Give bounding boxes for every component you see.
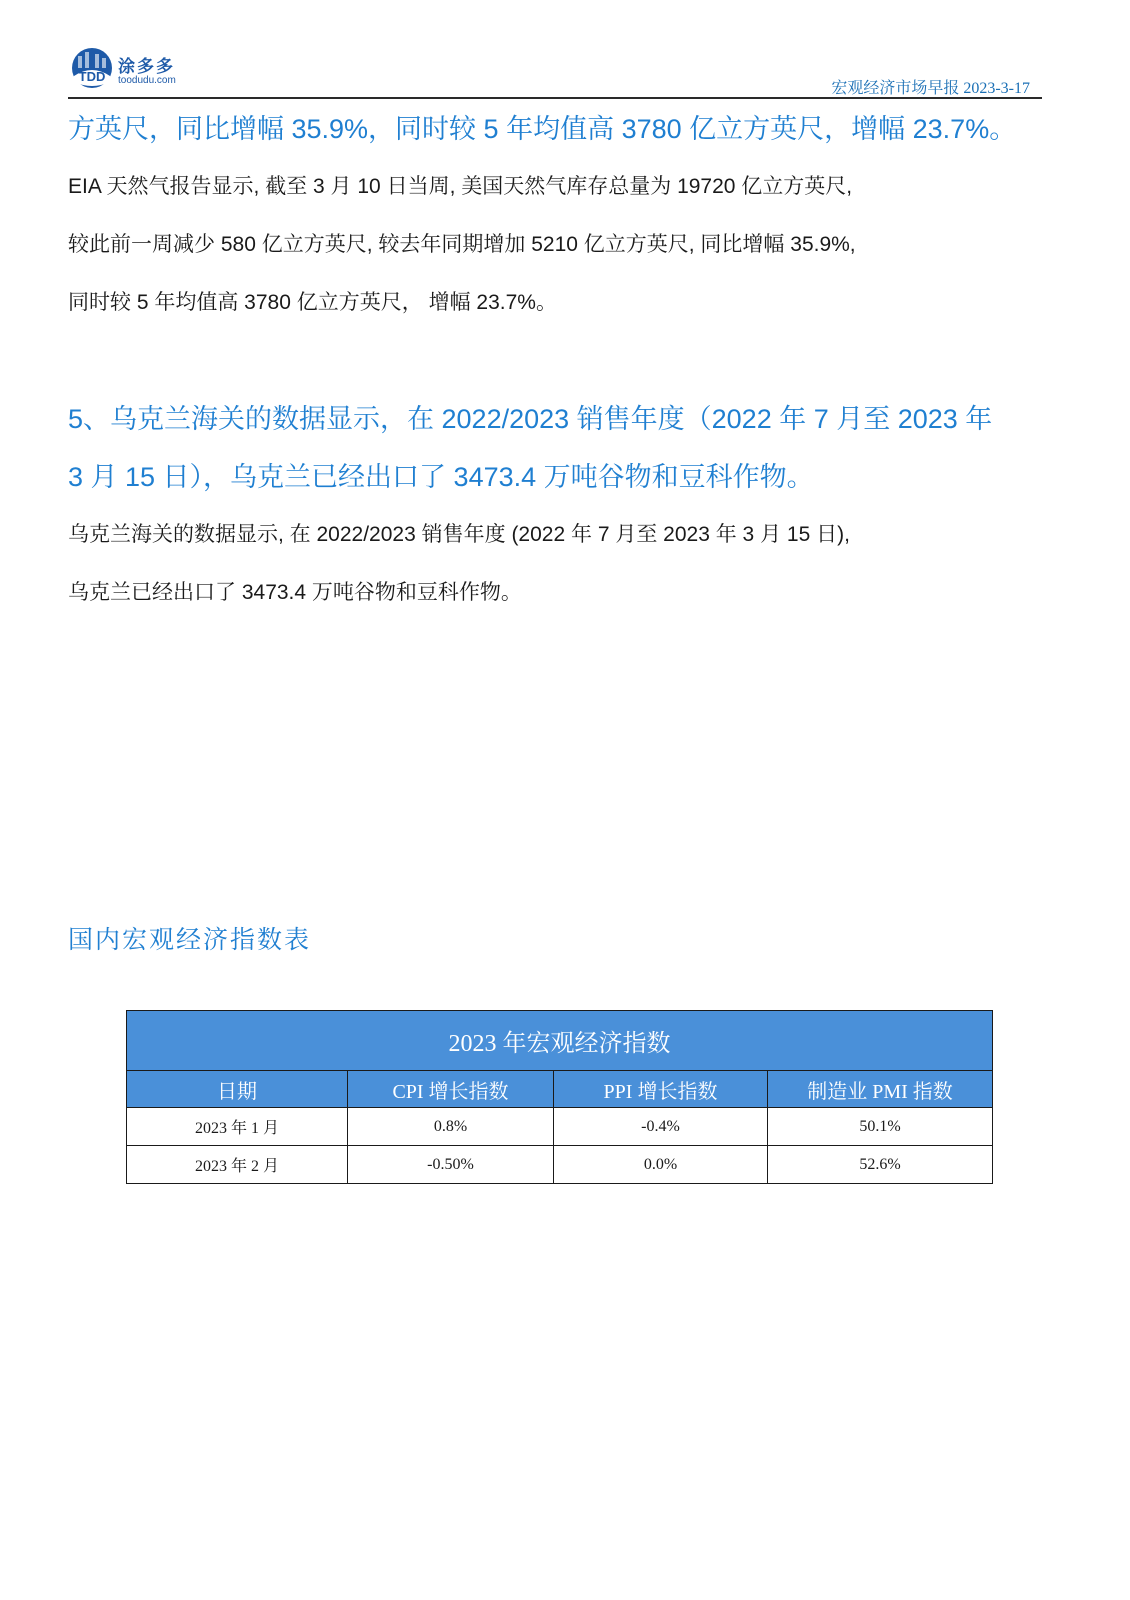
cell-ppi: -0.4% <box>554 1108 768 1146</box>
tdd-logo-icon <box>68 46 116 92</box>
table-title: 2023 年宏观经济指数 <box>127 1011 993 1071</box>
section4-body-line3: 同时较 5 年均值高 3780 亿立方英尺， 增幅 23.7%。 <box>68 291 557 314</box>
column-header-date: 日期 <box>127 1071 348 1108</box>
brand-name: 涂多多 <box>118 57 175 76</box>
header-divider <box>68 97 1042 99</box>
section4-heading: 方英尺，同比增幅 35.9%，同时较 5 年均值高 3780 亿立方英尺，增幅 23.7%。 <box>68 114 1017 144</box>
table-row <box>127 1146 993 1184</box>
cell-cpi: 0.8% <box>348 1108 554 1146</box>
cell-pmi: 50.1% <box>768 1108 993 1146</box>
page-header <box>68 42 1042 98</box>
cell-date: 2023 年 1 月 <box>127 1108 348 1146</box>
table-row <box>127 1108 993 1146</box>
column-header-cpi: CPI 增长指数 <box>348 1071 554 1108</box>
section5-heading-line2: 3 月 15 日），乌克兰已经出口了 3473.4 万吨谷物和豆科作物。 <box>68 462 814 492</box>
cell-date: 2023 年 2 月 <box>127 1146 348 1184</box>
report-title: 宏观经济市场早报 2023-3-17 <box>831 80 1030 97</box>
section5-body-line2: 乌克兰已经出口了 3473.4 万吨谷物和豆科作物。 <box>68 581 522 604</box>
section4-body-line1: EIA 天然气报告显示, 截至 3 月 10 日当周, 美国天然气库存总量为 19720 亿立方英尺, <box>68 175 853 198</box>
section5-body-line1: 乌克兰海关的数据显示, 在 2022/2023 销售年度 (2022 年 7 月至 2023 年 3 月 15 日), <box>68 523 850 546</box>
macro-index-table <box>126 1010 993 1184</box>
column-header-ppi: PPI 增长指数 <box>554 1071 768 1108</box>
table-header-row <box>127 1071 993 1108</box>
cell-ppi: 0.0% <box>554 1146 768 1184</box>
cell-cpi: -0.50% <box>348 1146 554 1184</box>
brand-domain: toodudu.com <box>118 75 176 86</box>
macro-section-title: 国内宏观经济指数表 <box>68 926 312 954</box>
section5-heading-line1: 5、乌克兰海关的数据显示，在 2022/2023 销售年度（2022 年 7 月至 2023 年 <box>68 404 993 434</box>
section4-body-line2: 较此前一周减少 580 亿立方英尺, 较去年同期增加 5210 亿立方英尺, 同比增幅 35.9%, <box>68 233 856 256</box>
column-header-pmi: 制造业 PMI 指数 <box>768 1071 993 1108</box>
logo-text: TDD <box>78 69 106 84</box>
cell-pmi: 52.6% <box>768 1146 993 1184</box>
